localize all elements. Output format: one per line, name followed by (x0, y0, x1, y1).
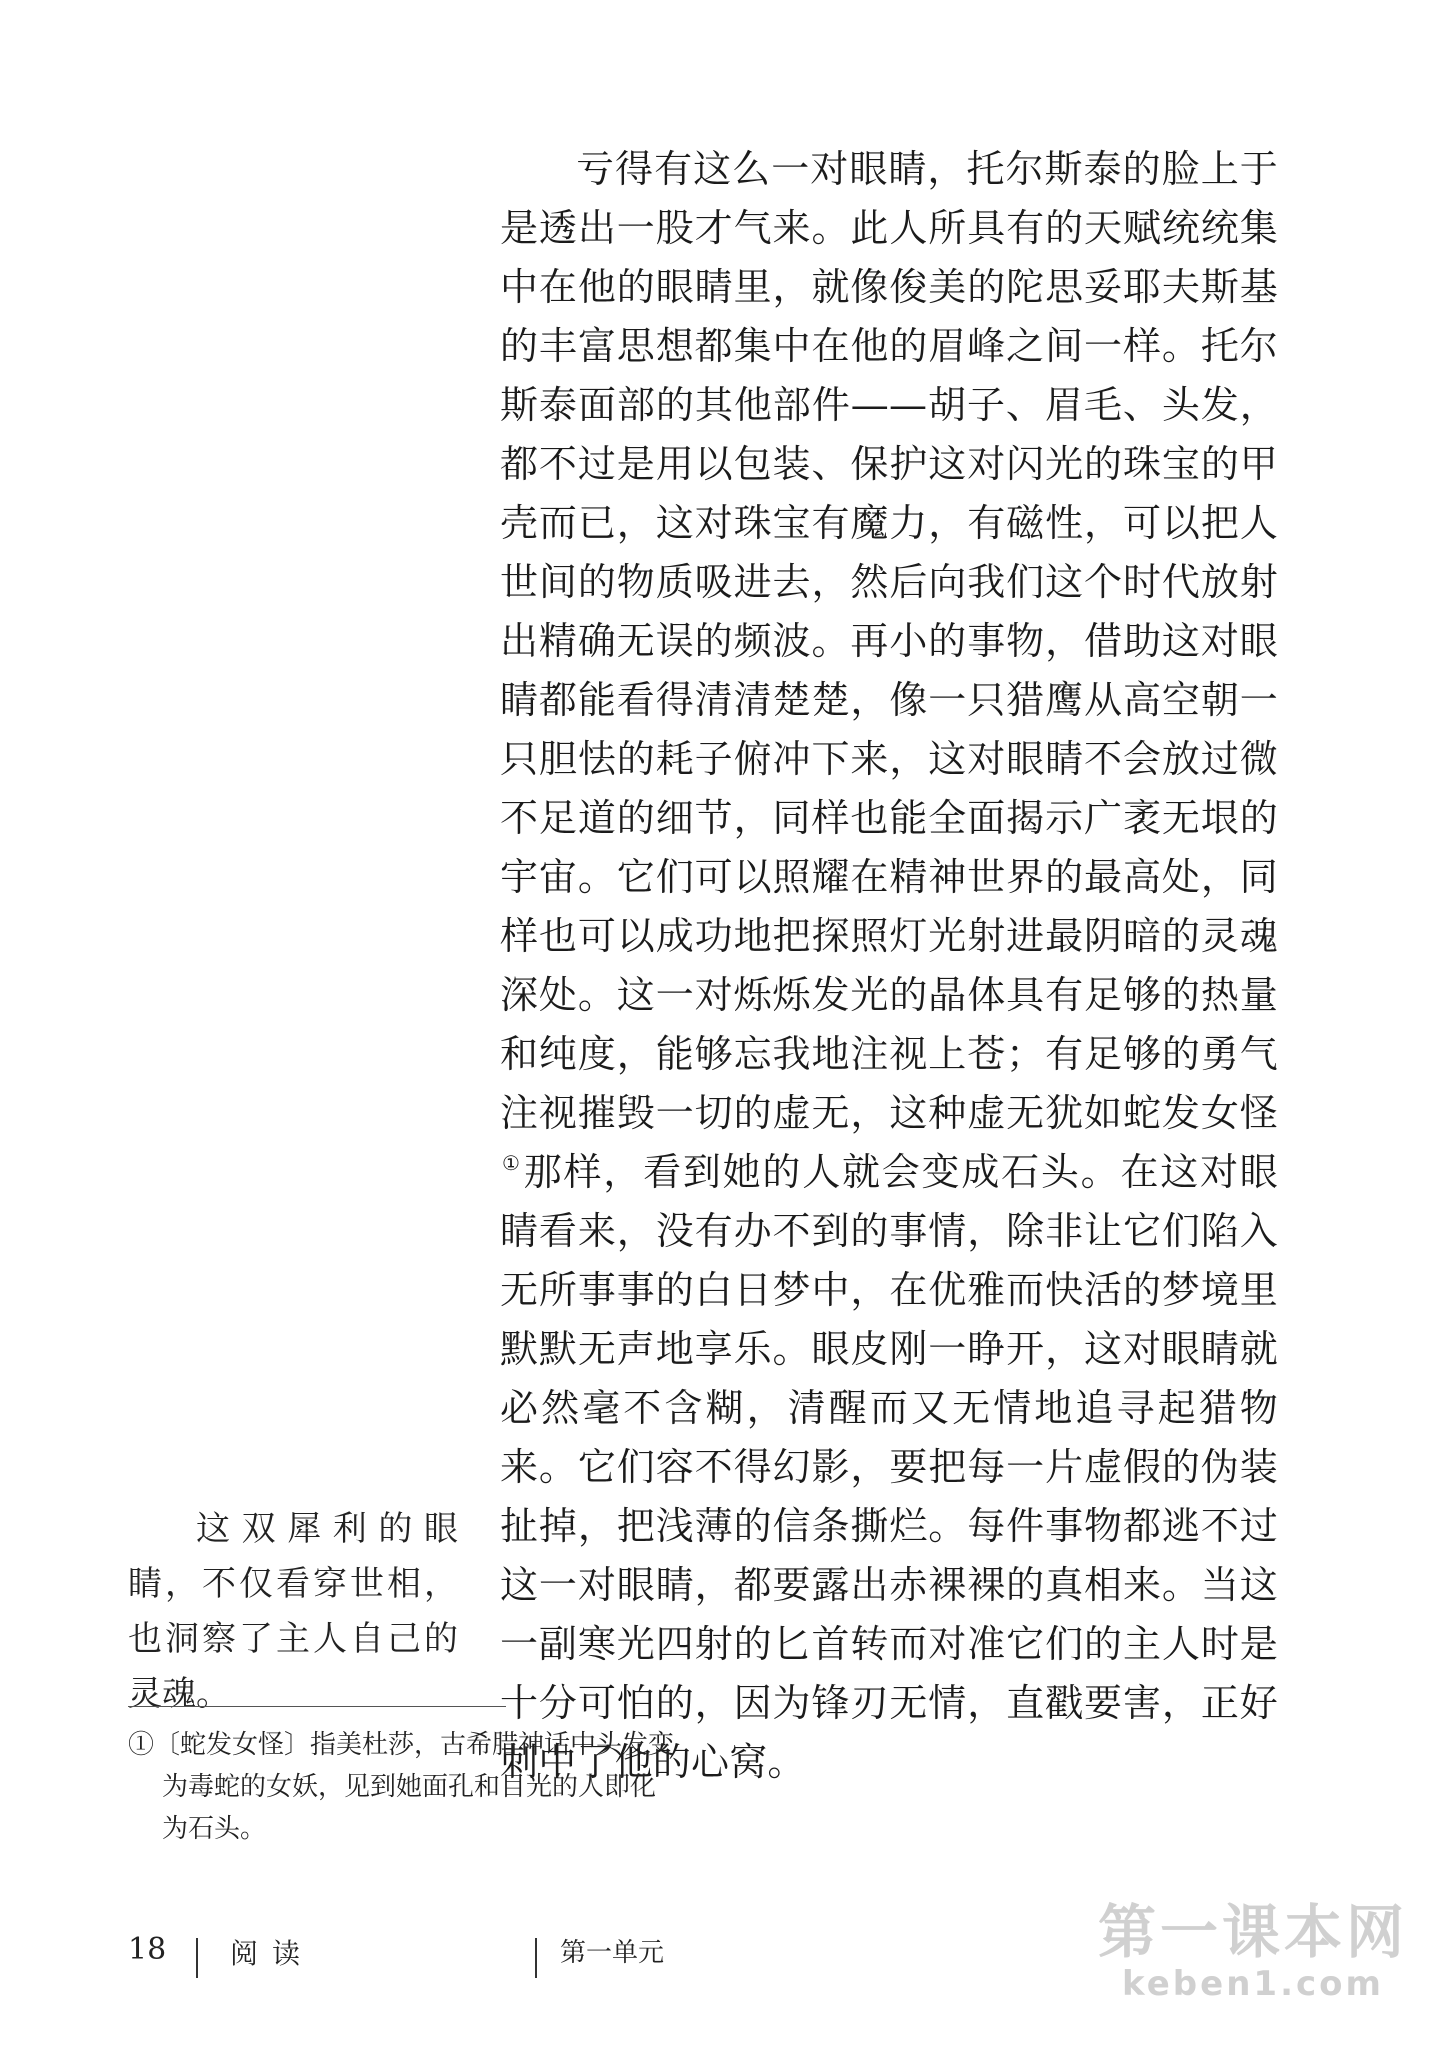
footer-section-title: 阅读 (230, 1937, 315, 1970)
footer-unit-title: 第一单元 (560, 1938, 665, 1968)
footnote (128, 1724, 675, 1850)
footnote-continuation: 为毒蛇的女妖，见到她面孔和目光的人即化为石头。 (162, 1772, 657, 1844)
main-text-part-1: 亏得有这么一对眼睛，托尔斯泰的脸上于是透出一股才气来。此人所具有的天赋统统集中在他的眼睛里，就像俊美的陀思妥耶夫斯基的丰富思想都集中在他的眉峰之间一样。托尔斯泰面部的其他部件——胡子、眉毛、头发，都不过是用以包装、保护这对闪光的珠宝的甲壳而已，这对珠宝有魔力，有磁性，可以把人世间的物质吸进去，然后向我们这个时代放射出精确无误的频波。再小的事物，借助这对眼睛都能看得清清楚楚，像一只猎鹰从高空朝一只胆怯的耗子俯冲下来，这对眼睛不会放过微不足道的细节，同样也能全面揭示广袤无垠的宇宙。它们可以照耀在精神世界的最高处，同样也可以成功地把探照灯光射进最阴暗的灵魂深处。这一对烁烁发光的晶体具有足够的热量和纯度，能够忘我地注视上苍；有足够的勇气注视摧毁一切的虚无，这种虚无犹如蛇发女怪 (500, 147, 1278, 1135)
footnote-divider (128, 1706, 506, 1707)
main-text-part-2: 那样，看到她的人就会变成石头。在这对眼睛看来，没有办不到的事情，除非让它们陷入无所事事的白日梦中，在优雅而快活的梦境里默默无声地享乐。眼皮刚一睁开，这对眼睛就必然毫不含糊，清醒而又无情地追寻起猎物来。它们容不得幻影，要把每一片虚假的伪装扯掉，把浅薄的信条撕烂。每件事物都逃不过这一对眼睛，都要露出赤裸裸的真相来。当这一副寒光四射的匕首转而对准它们的主人时是十分可怕的，因为锋刃无情，直戳要害，正好刺中了他的心窝。 (500, 1150, 1278, 1784)
side-annotation: 这双犀利的眼睛，不仅看穿世相，也洞察了主人自己的灵魂。 (128, 1509, 458, 1714)
page-number: 18 (128, 1932, 167, 1967)
main-text-paragraph (500, 140, 1278, 1792)
footer-separator (535, 1938, 537, 1978)
footnote-marker[interactable]: ① (502, 1151, 522, 1175)
footer-separator (196, 1938, 198, 1978)
footnote-first-line: ①〔蛇发女怪〕指美杜莎，古希腊神话中头发变 (128, 1730, 675, 1760)
watermark (1098, 1900, 1408, 2004)
watermark-text: 第一课本网 (1097, 1898, 1408, 1966)
watermark-url: keben1.com (1122, 1964, 1384, 2004)
